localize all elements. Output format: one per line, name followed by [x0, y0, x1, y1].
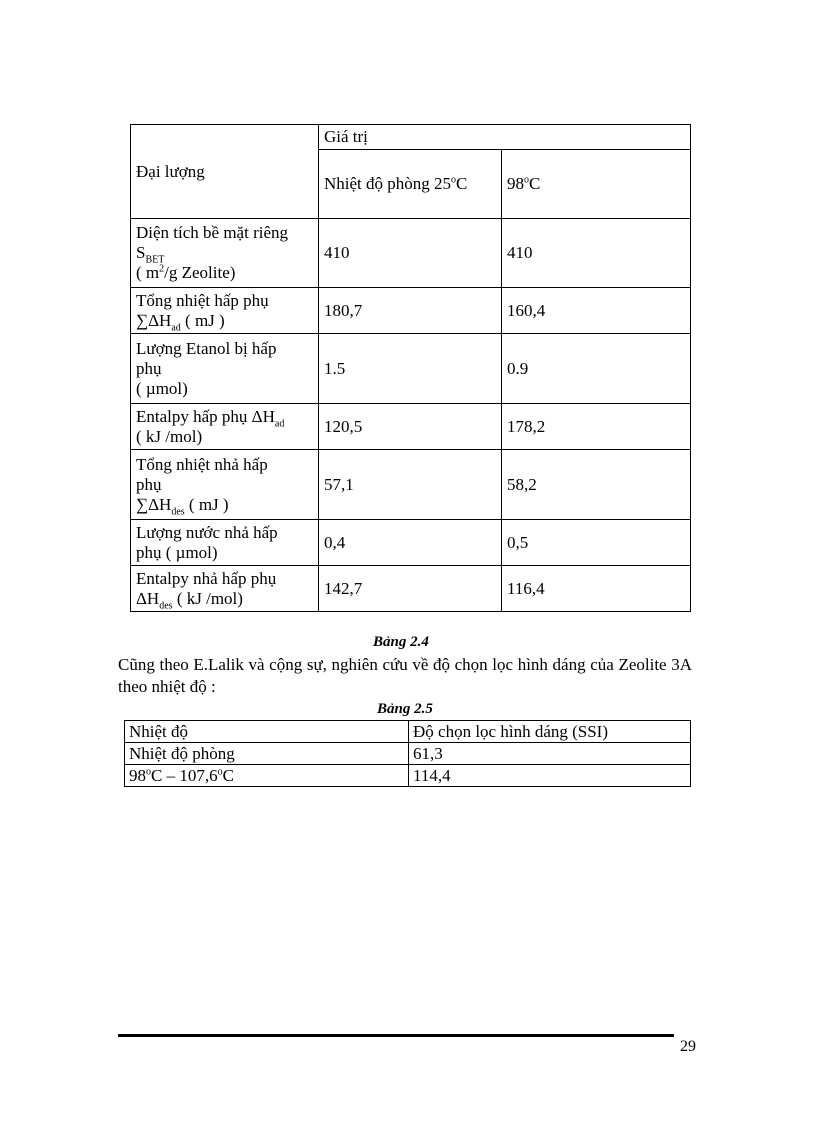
value-98: 0,5 [502, 520, 691, 566]
value-room: 57,1 [319, 450, 502, 520]
header-98c: 98$^o$C [502, 150, 691, 219]
value-98: 116,4 [502, 566, 691, 612]
table-caption-2-5: Bảng 2.5 [377, 701, 433, 717]
header-temperature: Nhiệt độ [125, 721, 409, 743]
value-room: 410 [319, 219, 502, 288]
page-number: 29 [680, 1038, 696, 1055]
header-ssi: Độ chọn lọc hình dáng (SSI) [409, 721, 691, 743]
value-room: 142,7 [319, 566, 502, 612]
row-label: Tổng nhiệt hấp phụ $\sum\Delta H_{ad}$ ( mJ ) [131, 288, 319, 334]
value-room: 180,7 [319, 288, 502, 334]
table-row [131, 219, 691, 288]
table-row [125, 721, 691, 743]
header-quantity: Đại lượng [131, 125, 319, 219]
row-label: Diện tích bề mặt riêng $S_{BET}$ ( $m^2/g$ Zeolite) [131, 219, 319, 288]
value-room: 0,4 [319, 520, 502, 566]
row-label: Lượng Etanol bị hấp phụ ( µmol) [131, 334, 319, 404]
adsorption-table [130, 124, 691, 612]
temperature-cell: 98$^o$C – 107,6$^o$C [125, 765, 409, 787]
temperature-cell: Nhiệt độ phòng [125, 743, 409, 765]
table-row [131, 334, 691, 404]
ssi-cell: 61,3 [409, 743, 691, 765]
value-98: 58,2 [502, 450, 691, 520]
table-caption-2-4: Bảng 2.4 [373, 634, 429, 650]
value-98: 410 [502, 219, 691, 288]
row-label: Entalpy nhả hấp phụ $\Delta H_{des}$ ( kJ /mol) [131, 566, 319, 612]
ssi-cell: 114,4 [409, 765, 691, 787]
header-room-temp: Nhiệt độ phòng 25$^o$C [319, 150, 502, 219]
footer-rule [118, 1034, 674, 1037]
value-98: 0.9 [502, 334, 691, 404]
value-98: 178,2 [502, 404, 691, 450]
table-row [125, 765, 691, 787]
table-row [125, 743, 691, 765]
body-paragraph: Cũng theo E.Lalik và cộng sự, nghiên cứu về độ chọn lọc hình dáng của Zeolite 3A theo nhiệt độ : [118, 655, 692, 696]
selectivity-table [124, 720, 691, 787]
table-row [131, 404, 691, 450]
row-label: Entalpy hấp phụ $\Delta H_{ad}$ ( kJ /mol) [131, 404, 319, 450]
table-row [131, 520, 691, 566]
table-row [131, 566, 691, 612]
table-row [131, 450, 691, 520]
value-room: 1.5 [319, 334, 502, 404]
value-98: 160,4 [502, 288, 691, 334]
header-value: Giá trị [319, 125, 691, 150]
row-label: Lượng nước nhả hấp phụ ( µmol) [131, 520, 319, 566]
value-room: 120,5 [319, 404, 502, 450]
table-row [131, 288, 691, 334]
row-label: Tổng nhiệt nhả hấp phụ $\sum\Delta H_{des}$ ( mJ ) [131, 450, 319, 520]
